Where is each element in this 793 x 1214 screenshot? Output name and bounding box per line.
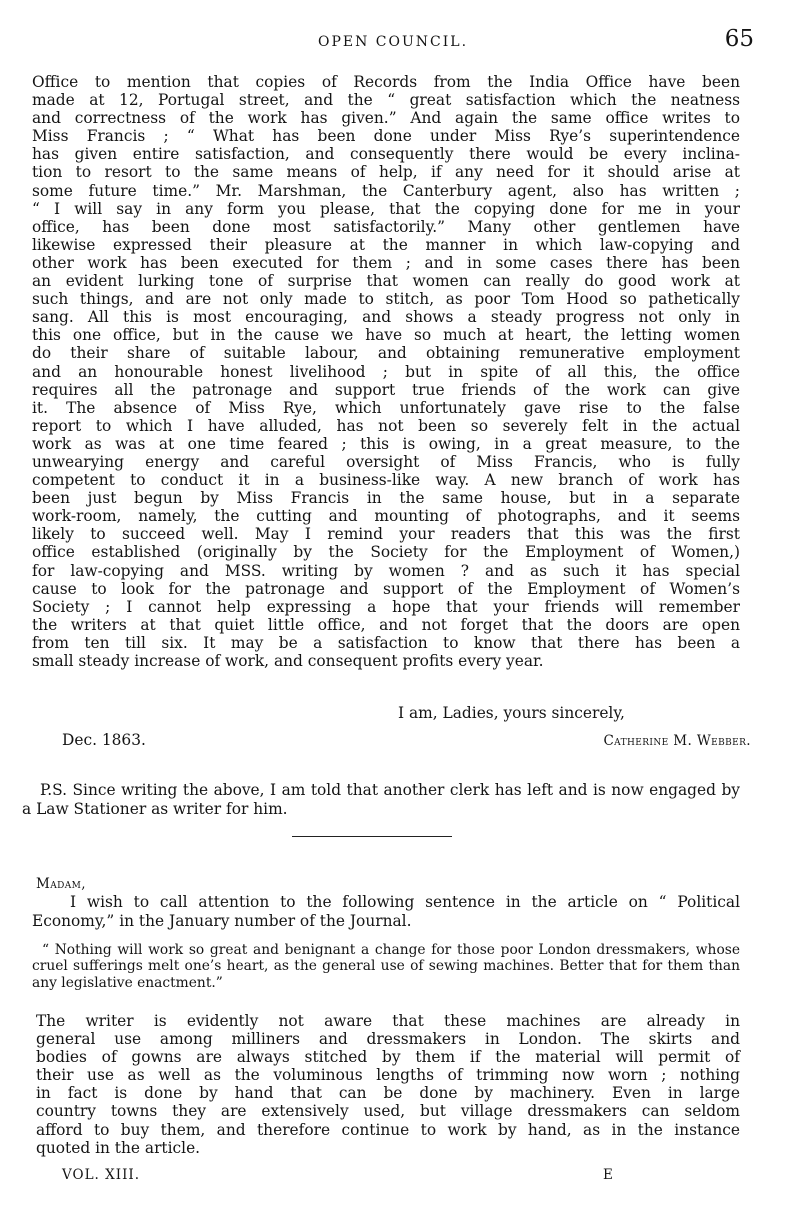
- text-line: and correctness of the work has given.” And again the same office writes to: [32, 109, 740, 128]
- text-line: likewise expressed their pleasure at the manner in which law-copying and: [32, 235, 740, 254]
- text-line: report to which I have alluded, has not been so severely felt in the actual: [32, 416, 740, 435]
- postscript: P.S. Since writing the above, I am told that another clerk has left and is now engaged by a Law Stationer as writer for him.: [22, 781, 740, 819]
- text-line: been just begun by Miss Francis in the same house, but in a separate: [32, 489, 740, 508]
- text-line: small steady increase of work, and consequent profits every year.: [32, 652, 544, 670]
- text-line: their use as well as the voluminous lengths of trimming now worn ; nothing: [36, 1066, 740, 1085]
- text-line: some future time.” Mr. Marshman, the Canterbury agent, also has written ;: [32, 181, 740, 200]
- text-line: Miss Francis ; “ What has been done under Miss Rye’s superintendence: [32, 127, 740, 146]
- text-line: competent to conduct it in a business-like way. A new branch of work has: [32, 471, 740, 490]
- letter-signature: Catherine M. Webber.: [603, 733, 751, 749]
- text-line: bodies of gowns are always stitched by them if the material will permit of: [36, 1048, 740, 1067]
- text-line: The writer is evidently not aware that these machines are already in: [36, 1012, 740, 1030]
- text-line: tion to resort to the same means of help, if any need for it should arise at: [32, 163, 740, 182]
- text-line: work-room, namely, the cutting and mounting of photographs, and it seems: [32, 507, 740, 526]
- text-line: general use among milliners and dressmakers in London. The skirts and: [36, 1030, 740, 1049]
- text-line: sang. All this is most encouraging, and shows a steady progress not only in: [32, 308, 740, 327]
- text-line: unwearying energy and careful oversight of Miss Francis, who is fully: [32, 452, 740, 471]
- text-line: the writers at that quiet little office, and not forget that the doors are open: [32, 615, 740, 634]
- text-line: Office to mention that copies of Records from the India Office have been: [32, 73, 740, 91]
- text-line: office established (originally by the Society for the Employment of Women,): [32, 543, 740, 562]
- text-line: for law-copying and MSS. writing by women ? and as such it has special: [32, 561, 740, 580]
- text-line: such things, and are not only made to stitch, as poor Tom Hood so pathetically: [32, 290, 740, 309]
- signature-mark: E: [603, 1167, 613, 1183]
- page-number: 65: [724, 26, 754, 52]
- text-line: requires all the patronage and support true friends of the work can give: [32, 380, 740, 399]
- text-line: do their share of suitable labour, and obtaining remunerative employment: [32, 344, 740, 363]
- section-divider: [292, 836, 452, 837]
- second-letter-body: [32, 1012, 740, 1157]
- text-line: other work has been executed for them ; and in some cases there has been: [32, 253, 740, 272]
- text-line: likely to succeed well. May I remind your readers that this was the first: [32, 525, 740, 544]
- text-line: this one office, but in the cause we have so much at heart, the letting women: [32, 326, 740, 345]
- text-line: Society ; I cannot help expressing a hope that your friends will remember: [32, 597, 740, 616]
- letter-closing: I am, Ladies, yours sincerely,: [398, 704, 625, 722]
- text-line: from ten till six. It may be a satisfaction to know that there has been a: [32, 633, 740, 652]
- text-line: and an honourable honest livelihood ; but in spite of all this, the office: [32, 362, 740, 381]
- text-line: quoted in the article.: [36, 1138, 201, 1157]
- text-line: work as was at one time feared ; this is owing, in a great measure, to the: [32, 434, 740, 453]
- first-letter-body: [32, 73, 740, 670]
- text-line: has given entire satisfaction, and consequently there would be every inclina-: [32, 145, 740, 164]
- quotation: “ Nothing will work so great and benignant a change for those poor London dressmakers, whose cruel sufferings melt one’s heart, as the general use of sewing machines. Better that for them than any legislative enactment.”: [32, 942, 740, 991]
- text-line: made at 12, Portugal street, and the “ great satisfaction which the neatness: [32, 91, 740, 110]
- letter-date: Dec. 1863.: [62, 731, 146, 749]
- text-line: cause to look for the patronage and support of the Employment of Women’s: [32, 579, 740, 598]
- text-line: office, has been done most satisfactorily.” Many other gentlemen have: [32, 217, 740, 236]
- letter-intro: I wish to call attention to the following sentence in the article on “ Political Economy,” in the January number of the Journal.: [32, 893, 740, 930]
- text-line: in fact is done by hand that can be done by machinery. Even in large: [36, 1084, 740, 1103]
- page-header: [32, 26, 754, 56]
- text-line: an evident lurking tone of surprise that women can really do good work at: [32, 272, 740, 291]
- text-line: afford to buy them, and therefore continue to work by hand, as in the instance: [36, 1120, 740, 1139]
- text-line: “ I will say in any form you please, that the copying done for me in your: [32, 199, 740, 218]
- text-line: country towns they are extensively used, but village dressmakers can seldom: [36, 1102, 740, 1121]
- salutation: Madam,: [36, 876, 86, 892]
- text-line: it. The absence of Miss Rye, which unfortunately gave rise to the false: [32, 398, 740, 417]
- running-title: OPEN COUNCIL.: [317, 34, 469, 50]
- volume-label: VOL. XIII.: [62, 1167, 141, 1183]
